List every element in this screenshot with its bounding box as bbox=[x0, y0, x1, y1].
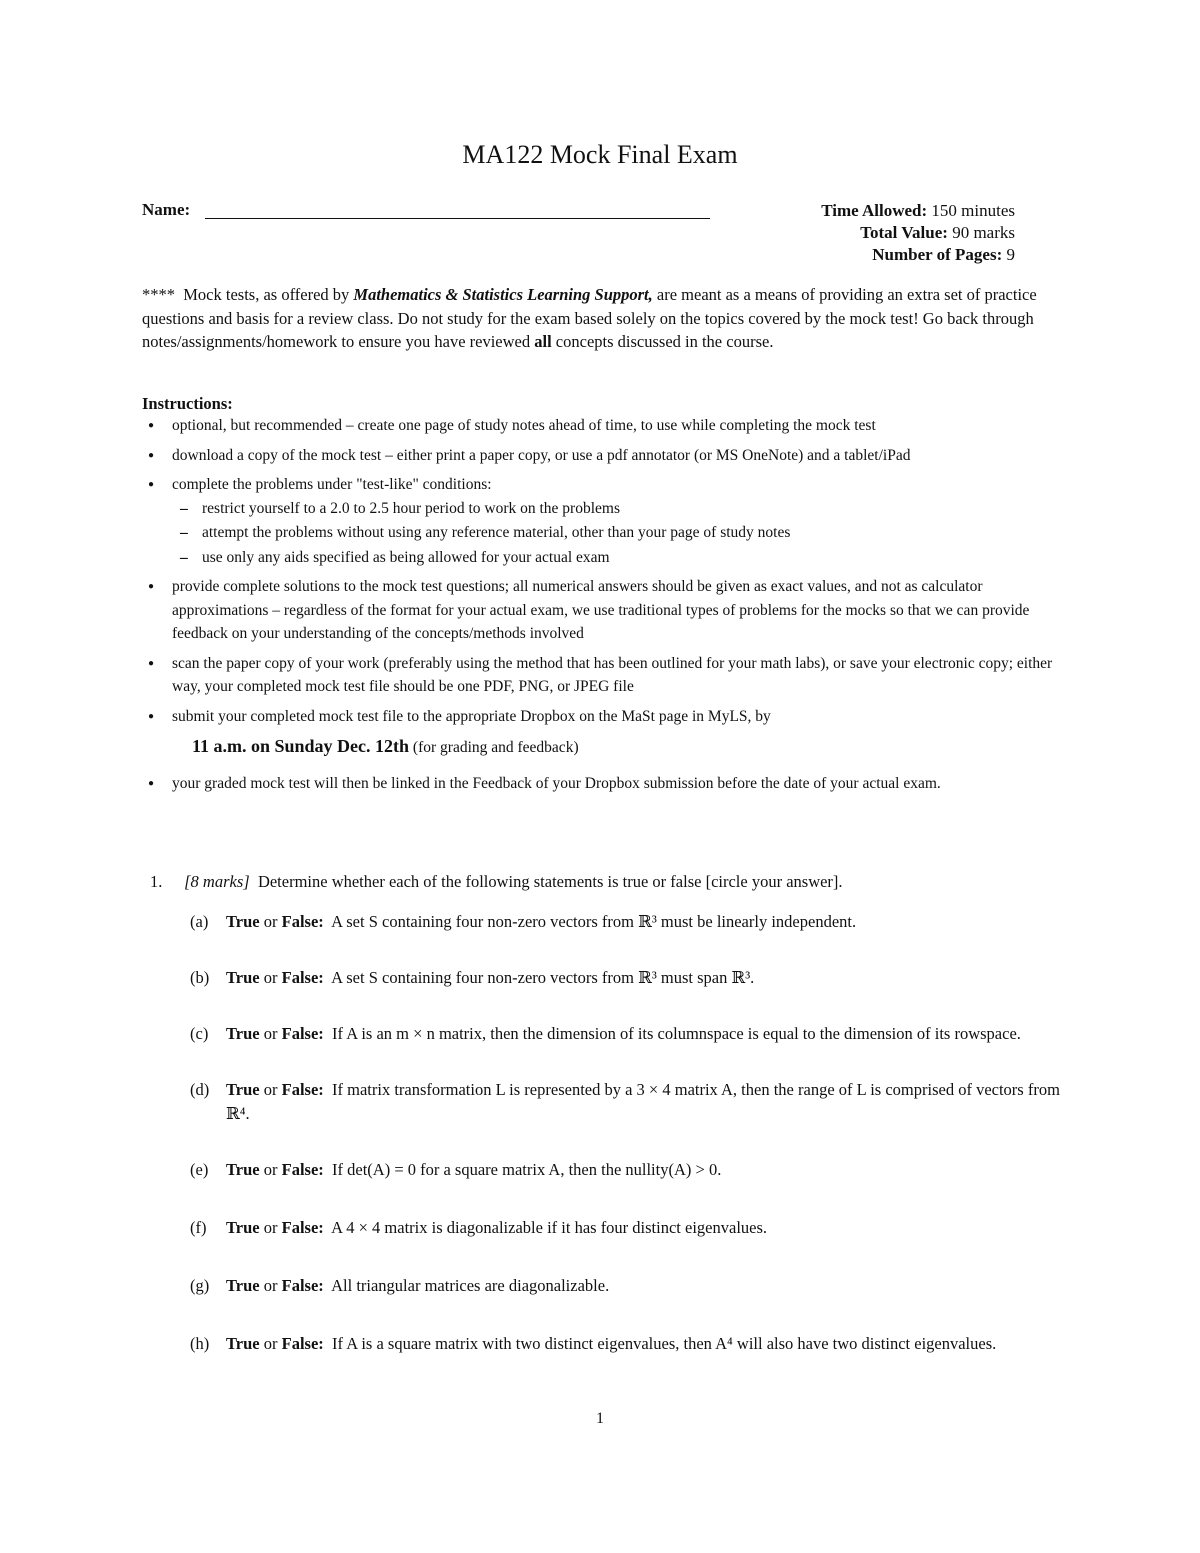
instruction-subitem: – use only any aids specified as being allowed for your actual exam bbox=[172, 546, 1062, 570]
question-part: (d) True or False: If matrix transformation L is represented by a 3 × 4 matrix A, then the range of L is comprised of vectors from ℝ⁴. bbox=[190, 1080, 1060, 1123]
exam-info bbox=[821, 200, 1015, 266]
question-part: (h) True or False: If A is a square matrix with two distinct eigenvalues, then A⁴ will also have two distinct eigenvalues. bbox=[190, 1334, 997, 1353]
instruction-item: ● submit your completed mock test file to the appropriate Dropbox on the MaSt page in MyLS, by 11 a.m. on Sunday Dec. 12th (for grading and feedback) bbox=[142, 705, 1062, 767]
instruction-item: ● complete the problems under "test-like" conditions: – restrict yourself to a 2.0 to 2.5 hour period to work on the problems – attempt the problems without using any reference material, other than your page of study notes – use only any aids specified as being allowed for your actual exam bbox=[142, 473, 1062, 569]
instruction-item: ● scan the paper copy of your work (preferably using the method that has been outlined for your math labs), or save your electronic copy; either way, your completed mock test file should be one PDF, PNG, or JPEG file bbox=[142, 652, 1062, 699]
question-1 bbox=[150, 870, 1060, 1356]
instruction-item: ● download a copy of the mock test – either print a paper copy, or use a pdf annotator (or MS OneNote) and a tablet/iPad bbox=[142, 444, 1062, 468]
question-part: (c) True or False: If A is an m × n matrix, then the dimension of its columnspace is equal to the dimension of its rowspace. bbox=[190, 1024, 1021, 1043]
page-number: 1 bbox=[596, 1410, 604, 1427]
question-parts bbox=[190, 910, 1060, 1356]
submission-deadline: 11 a.m. on Sunday Dec. 12th (for grading and feedback) bbox=[192, 736, 579, 756]
question-part: (a) True or False: A set S containing four non-zero vectors from ℝ³ must be linearly independent. bbox=[190, 912, 857, 931]
page-title: MA122 Mock Final Exam bbox=[462, 140, 738, 169]
name-label: Name: bbox=[142, 200, 191, 219]
question-part: (g) True or False: All triangular matrices are diagonalizable. bbox=[190, 1276, 610, 1295]
instruction-item: ● optional, but recommended – create one page of study notes ahead of time, to use while completing the mock test bbox=[142, 414, 1062, 438]
question-part: (b) True or False: A set S containing four non-zero vectors from ℝ³ must span ℝ³. bbox=[190, 968, 755, 987]
instruction-sublist bbox=[172, 497, 1062, 570]
time-allowed: Time Allowed: 150 minutes bbox=[821, 201, 1015, 220]
question-1-header: 1. [8 marks] Determine whether each of the following statements is true or false [circle your answer]. bbox=[150, 872, 843, 891]
instructions-heading: Instructions: bbox=[142, 394, 233, 413]
question-part: (e) True or False: If det(A) = 0 for a square matrix A, then the nullity(A) > 0. bbox=[190, 1160, 722, 1179]
instruction-subitem: – restrict yourself to a 2.0 to 2.5 hour period to work on the problems bbox=[172, 497, 1062, 521]
name-field-line bbox=[205, 218, 710, 219]
org-name: Mathematics & Statistics Learning Support, bbox=[353, 285, 653, 304]
instruction-item: ● your graded mock test will then be linked in the Feedback of your Dropbox submission before the date of your actual exam. bbox=[142, 772, 1062, 796]
marks-label: [8 marks] bbox=[184, 872, 250, 891]
instruction-item: ● provide complete solutions to the mock test questions; all numerical answers should be given as exact values, and not as calculator approximations – regardless of the format for your actual exam, we use traditional types of problems for the mocks so that we can provide feedback on your understanding of the concepts/methods involved bbox=[142, 575, 1062, 646]
question-part: (f) True or False: A 4 × 4 matrix is diagonalizable if it has four distinct eigenvalues. bbox=[190, 1218, 768, 1237]
instructions-list bbox=[142, 414, 1062, 802]
total-value: Total Value: 90 marks bbox=[860, 223, 1015, 242]
mock-test-notice: **** Mock tests, as offered by Mathematics & Statistics Learning Support, are meant as a means of providing an extra set of practice questions and basis for a review class. Do not study for the exam based solely on the topics covered by the mock test! Go back through notes/assignments/homework to ensure you have reviewed all concepts discussed in the course. bbox=[142, 285, 1037, 351]
number-of-pages: Number of Pages: 9 bbox=[872, 245, 1015, 264]
instruction-subitem: – attempt the problems without using any reference material, other than your page of study notes bbox=[172, 521, 1062, 545]
